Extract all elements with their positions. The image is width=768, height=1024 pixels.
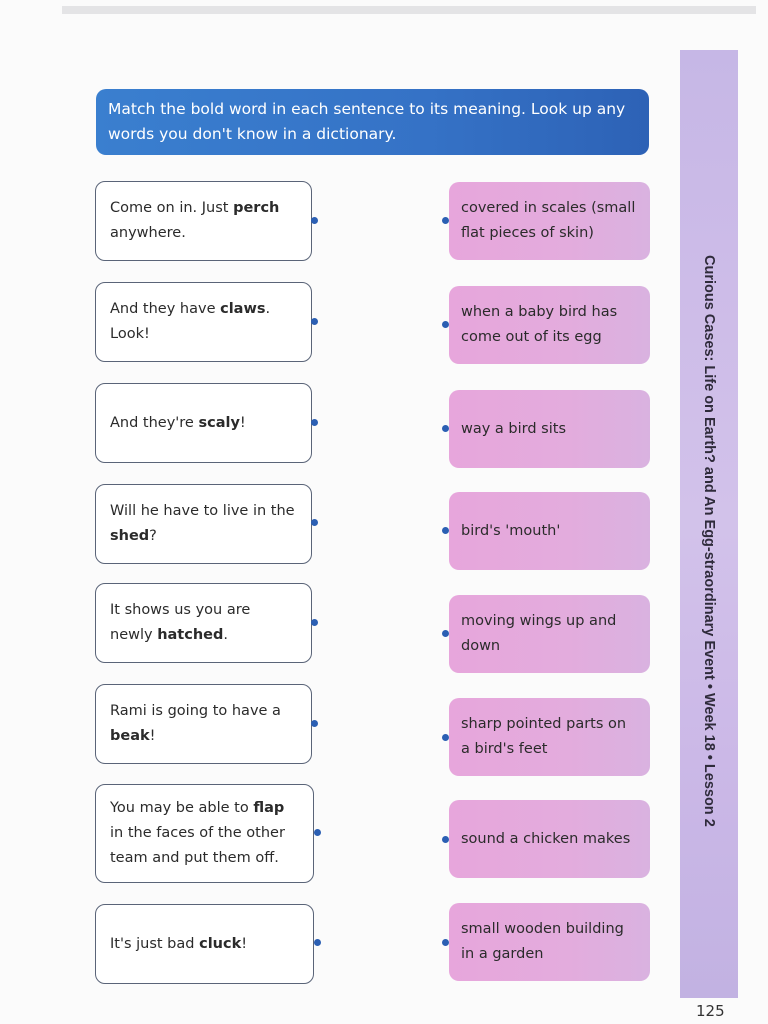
- side-title: Curious Cases: Life on Earth? and An Egg-straordinary Event • Week 18 • Lesson 2: [701, 255, 717, 827]
- meaning-card[interactable]: [449, 492, 650, 570]
- meaning-card[interactable]: [449, 800, 650, 878]
- meaning-card[interactable]: [449, 698, 650, 776]
- bold-word: beak: [110, 728, 150, 744]
- sentence-text: You may be able to flap in the faces of the other team and put them off.: [110, 800, 285, 866]
- sentence-text: It shows us you are newly hatched.: [110, 602, 251, 643]
- connector-dot[interactable]: [311, 519, 318, 526]
- sentence-card[interactable]: [95, 484, 312, 564]
- sentence-card[interactable]: [95, 583, 312, 663]
- bold-word: claws: [220, 301, 266, 317]
- connector-dot[interactable]: [311, 419, 318, 426]
- sentence-text: It's just bad cluck!: [110, 935, 248, 952]
- connector-dot[interactable]: [311, 217, 318, 224]
- meaning-text: moving wings up and down: [461, 613, 617, 654]
- sentence-card[interactable]: [95, 282, 312, 362]
- bold-word: scaly: [198, 414, 240, 431]
- connector-dot[interactable]: [442, 630, 449, 637]
- instruction-banner: [96, 89, 649, 155]
- connector-dot[interactable]: [311, 619, 318, 626]
- sentence-card[interactable]: [95, 784, 314, 883]
- connector-dot[interactable]: [442, 217, 449, 224]
- sentence-text: And they have claws. Look!: [110, 301, 271, 342]
- connector-dot[interactable]: [442, 939, 449, 946]
- sentence-card[interactable]: [95, 684, 312, 764]
- sentence-card[interactable]: [95, 904, 314, 984]
- meaning-text: bird's 'mouth': [461, 522, 561, 539]
- connector-dot[interactable]: [442, 527, 449, 534]
- sentence-text: Come on in. Just perch anywhere.: [110, 200, 280, 241]
- meaning-card[interactable]: [449, 903, 650, 981]
- connector-dot[interactable]: [442, 425, 449, 432]
- bold-word: cluck: [199, 935, 242, 952]
- bold-word: flap: [253, 800, 285, 816]
- sentence-text: Rami is going to have a beak!: [110, 703, 281, 744]
- meaning-text: when a baby bird has come out of its egg: [461, 304, 618, 345]
- instruction-text: Match the bold word in each sentence to its meaning. Look up any words you don't know in a dictionary.: [108, 100, 626, 143]
- meaning-text: covered in scales (small flat pieces of skin): [461, 200, 636, 241]
- top-rule: [62, 6, 756, 14]
- meaning-card[interactable]: [449, 182, 650, 260]
- bold-word: perch: [233, 200, 280, 216]
- meaning-text: small wooden building in a garden: [461, 921, 624, 962]
- side-band: [680, 50, 738, 998]
- connector-dot[interactable]: [442, 321, 449, 328]
- connector-dot[interactable]: [314, 939, 321, 946]
- page-number: 125: [696, 1002, 725, 1020]
- meaning-text: sound a chicken makes: [461, 830, 631, 847]
- connector-dot[interactable]: [442, 836, 449, 843]
- sentence-card[interactable]: [95, 383, 312, 463]
- meaning-text: sharp pointed parts on a bird's feet: [461, 716, 627, 757]
- sentence-card[interactable]: [95, 181, 312, 261]
- connector-dot[interactable]: [311, 318, 318, 325]
- bold-word: shed: [110, 528, 150, 544]
- meaning-card[interactable]: [449, 390, 650, 468]
- connector-dot[interactable]: [442, 734, 449, 741]
- meaning-text: way a bird sits: [461, 420, 567, 437]
- connector-dot[interactable]: [314, 829, 321, 836]
- meaning-card[interactable]: [449, 595, 650, 673]
- sentence-text: And they're scaly!: [110, 414, 246, 431]
- meaning-card[interactable]: [449, 286, 650, 364]
- bold-word: hatched: [157, 627, 224, 643]
- connector-dot[interactable]: [311, 720, 318, 727]
- sentence-text: Will he have to live in the shed?: [110, 503, 295, 544]
